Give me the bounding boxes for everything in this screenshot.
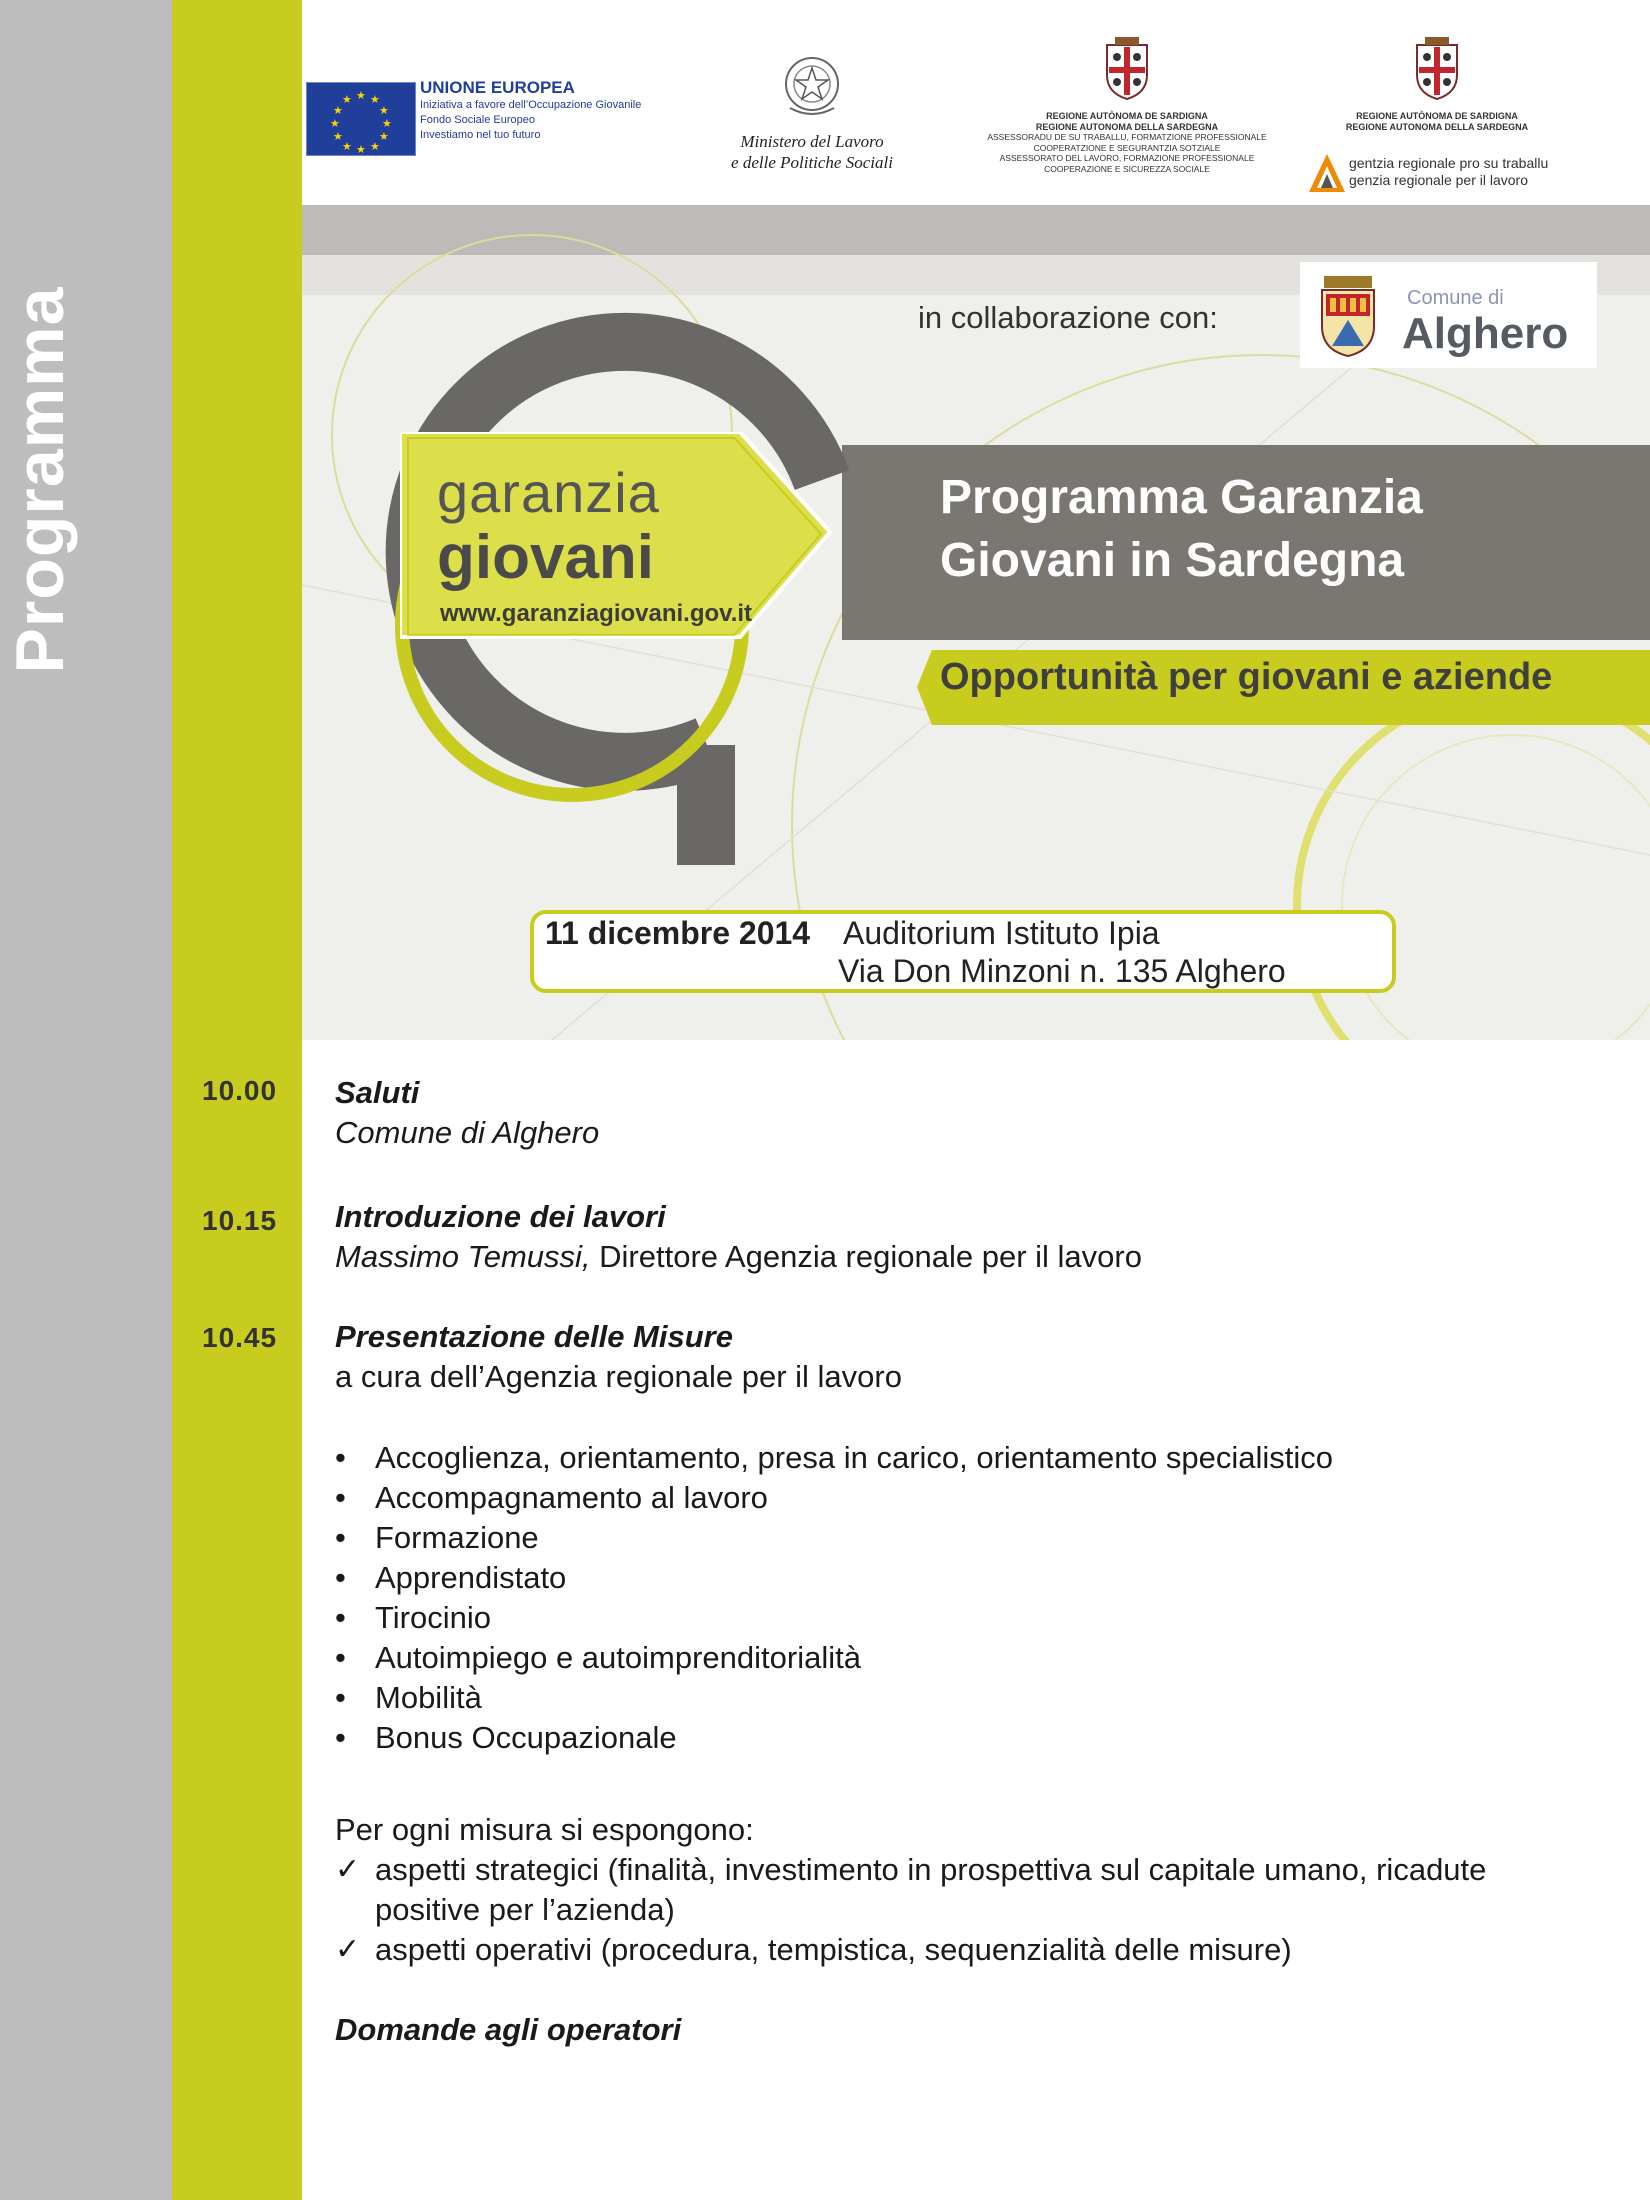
list-item: Bonus Occupazionale — [375, 1720, 677, 1755]
region-name: REGIONE AUTÒNOMA DE SARDIGNA — [1356, 111, 1518, 121]
eu-text — [420, 78, 641, 143]
region-line: COOPERATZIONE E SEGURANTZIA SOTZIALE — [1033, 142, 1221, 153]
list-item: Formazione — [375, 1520, 539, 1555]
ministry-logo — [702, 50, 922, 173]
garanzia-url: www.garanziagiovani.gov.it — [440, 600, 753, 627]
eu-line: Iniziativa a favore dell’Occupazione Giovanile — [420, 99, 642, 111]
region-text — [1307, 111, 1567, 132]
closing-session: Domande agli operatori — [335, 2012, 682, 2047]
bullet-icon: • — [335, 1720, 346, 1755]
event-address: Via Don Minzoni n. 135 Alghero — [838, 953, 1286, 989]
ministry-line: Ministero del Lavoro — [740, 132, 884, 151]
schedule-title: Introduzione dei lavori — [335, 1199, 666, 1234]
event-venue: Auditorium Istituto Ipia — [843, 915, 1160, 951]
schedule-title: Presentazione delle Misure — [335, 1319, 733, 1354]
list-item: Mobilità — [375, 1680, 482, 1715]
region-name: REGIONE AUTONOMA DELLA SARDEGNA — [1035, 121, 1219, 132]
speaker-role: Direttore Agenzia regionale per il lavoro — [590, 1239, 1142, 1274]
checkmark-icon: ✓ — [335, 1933, 361, 1966]
region-name: REGIONE AUTÒNOMA DE SARDIGNA — [1046, 111, 1208, 121]
speaker-name: Massimo Temussi, — [335, 1239, 591, 1274]
schedule-time: 10.15 — [202, 1205, 278, 1236]
comune-label: Comune di — [1407, 287, 1504, 309]
agency-logo — [1307, 150, 1607, 200]
logo-strip — [302, 0, 1650, 205]
agency-line: gentzia regionale pro su traballu — [1349, 155, 1549, 171]
schedule-speaker: Comune di Alghero — [335, 1115, 600, 1150]
alghero-logo — [1300, 262, 1597, 368]
italian-emblem-icon — [780, 50, 844, 122]
list-item: Tirocinio — [375, 1600, 491, 1635]
agency-text — [1349, 155, 1548, 189]
region-line: COOPERAZIONE E SICUREZZA SOCIALE — [1044, 163, 1210, 174]
side-title: Programma — [2, 286, 78, 674]
eu-title: UNIONE EUROPEA — [420, 78, 575, 97]
giovani-word: giovani — [437, 523, 655, 592]
region-logo-2 — [1307, 35, 1567, 132]
bullet-icon: • — [335, 1480, 346, 1515]
event-banner — [302, 205, 1650, 1040]
aspects-intro: Per ogni misura si espongono: — [335, 1812, 754, 1847]
alghero-label: Alghero — [1402, 309, 1569, 358]
region-text — [972, 111, 1282, 174]
sardinia-shield-icon — [1099, 35, 1155, 103]
schedule-speaker — [335, 1237, 1142, 1277]
program-title-line: Giovani in Sardegna — [940, 534, 1405, 587]
event-date: 11 dicembre 2014 — [545, 915, 811, 951]
agency-triangle-icon — [1307, 152, 1347, 194]
ministry-line: e delle Politiche Sociali — [731, 153, 893, 172]
list-item: Accoglienza, orientamento, presa in carico, orientamento specialistico — [375, 1440, 1334, 1475]
bullet-icon: • — [335, 1440, 346, 1475]
bullet-icon: • — [335, 1680, 346, 1715]
eu-line: Investiamo nel tuo futuro — [420, 129, 541, 141]
program-title-line: Programma Garanzia — [940, 471, 1423, 524]
list-item: Autoimpiego e autoimprenditorialità — [375, 1640, 861, 1675]
bullet-icon: • — [335, 1560, 346, 1595]
schedule-time: 10.45 — [202, 1322, 278, 1353]
eu-line: Fondo Sociale Europeo — [420, 114, 535, 126]
program-subtitle: Opportunità per giovani e aziende — [940, 656, 1553, 698]
region-line: ASSESSORATO DEL LAVORO, FORMAZIONE PROFESSIONALE — [999, 153, 1255, 163]
program-title — [940, 466, 1423, 592]
checkmark-icon: ✓ — [335, 1853, 361, 1886]
bullet-icon: • — [335, 1520, 346, 1555]
sardinia-shield-icon — [1409, 35, 1465, 103]
bullet-icon: • — [335, 1600, 346, 1635]
aspect-item: aspetti operativi (procedura, tempistica, sequenzialità delle misure) — [375, 1932, 1292, 1967]
aspect-item: aspetti strategici (finalità, investimento in prospettiva sul capitale umano, ricadute — [375, 1852, 1487, 1887]
list-item: Accompagnamento al lavoro — [375, 1480, 768, 1515]
collaboration-label: in collaborazione con: — [918, 300, 1218, 335]
agency-line: genzia regionale per il lavoro — [1349, 172, 1528, 188]
region-name: REGIONE AUTONOMA DELLA SARDEGNA — [1345, 121, 1529, 132]
eu-flag-icon: ★ ★ ★ ★ ★ ★ ★ ★ ★ ★ ★ ★ — [306, 82, 416, 156]
region-logo-1 — [972, 35, 1282, 174]
schedule-title: Saluti — [335, 1075, 420, 1110]
region-line: ASSESSORADU DE SU TRABALLU, FORMATZIONE PROFESSIONALE — [987, 132, 1267, 142]
aspect-item-continued: positive per l’azienda) — [375, 1892, 675, 1927]
schedule-time: 10.00 — [202, 1075, 278, 1106]
list-item: Apprendistato — [375, 1560, 567, 1595]
schedule-detail: a cura dell’Agenzia regionale per il lavoro — [335, 1359, 902, 1394]
alghero-crest-icon — [1316, 272, 1380, 358]
bullet-icon: • — [335, 1640, 346, 1675]
garanzia-word: garanzia — [437, 461, 660, 524]
